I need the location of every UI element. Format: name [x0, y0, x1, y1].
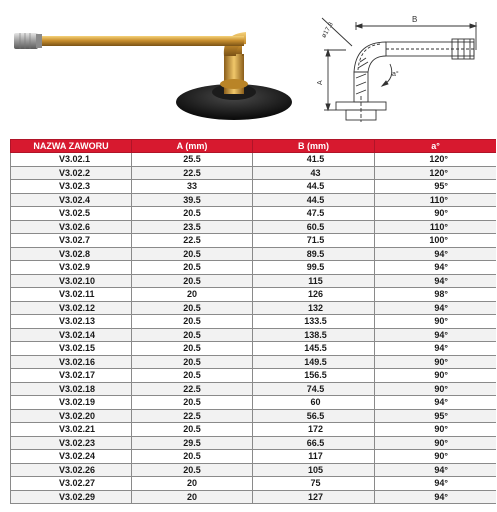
- table-row: [11, 342, 497, 356]
- cell-a-mm: 20.5: [132, 463, 253, 477]
- valve-spec-table: [10, 139, 496, 512]
- cell-b-mm: 75: [253, 477, 375, 491]
- cell-a-mm: 20.5: [132, 261, 253, 275]
- spec-table: [10, 139, 496, 504]
- cell-b-mm: 60.5: [253, 220, 375, 234]
- cell-a-mm: 22.5: [132, 382, 253, 396]
- cell-a-mm: 20.5: [132, 315, 253, 329]
- cell-valve-name: V3.02.8: [11, 247, 132, 261]
- cell-angle: 100°: [375, 234, 497, 248]
- table-header-row: [11, 140, 497, 153]
- table-row: [11, 207, 497, 221]
- table-row: [11, 166, 497, 180]
- cell-a-mm: 25.5: [132, 153, 253, 167]
- cell-angle: 94°: [375, 477, 497, 491]
- cell-a-mm: 39.5: [132, 193, 253, 207]
- table-row: [11, 247, 497, 261]
- cell-valve-name: V3.02.29: [11, 490, 132, 504]
- cell-angle: 94°: [375, 247, 497, 261]
- table-row: [11, 409, 497, 423]
- header-a-mm: A (mm): [132, 140, 253, 153]
- cell-valve-name: V3.02.16: [11, 355, 132, 369]
- cell-angle: 94°: [375, 328, 497, 342]
- table-row: [11, 261, 497, 275]
- header-angle: a°: [375, 140, 497, 153]
- table-body: [11, 153, 497, 504]
- cell-a-mm: 33: [132, 180, 253, 194]
- table-row: [11, 450, 497, 464]
- cell-angle: 94°: [375, 463, 497, 477]
- table-row: [11, 382, 497, 396]
- cell-valve-name: V3.02.15: [11, 342, 132, 356]
- cell-angle: 94°: [375, 261, 497, 275]
- cell-b-mm: 44.5: [253, 180, 375, 194]
- table-row: [11, 153, 497, 167]
- table-row: [11, 355, 497, 369]
- cell-a-mm: 22.5: [132, 409, 253, 423]
- cell-b-mm: 89.5: [253, 247, 375, 261]
- cell-angle: 94°: [375, 342, 497, 356]
- cell-a-mm: 20: [132, 477, 253, 491]
- cell-b-mm: 126: [253, 288, 375, 302]
- cell-b-mm: 47.5: [253, 207, 375, 221]
- cell-b-mm: 127: [253, 490, 375, 504]
- cell-b-mm: 133.5: [253, 315, 375, 329]
- cell-valve-name: V3.02.27: [11, 477, 132, 491]
- cell-angle: 90°: [375, 382, 497, 396]
- cell-a-mm: 20: [132, 288, 253, 302]
- cell-valve-name: V3.02.3: [11, 180, 132, 194]
- cell-b-mm: 105: [253, 463, 375, 477]
- dimension-a-label: A: [317, 80, 324, 85]
- cell-valve-name: V3.02.10: [11, 274, 132, 288]
- cell-a-mm: 20.5: [132, 274, 253, 288]
- cell-a-mm: 20.5: [132, 396, 253, 410]
- cell-valve-name: V3.02.17: [11, 369, 132, 383]
- dimension-diameter-label: ø17.3: [320, 21, 335, 40]
- cell-angle: 98°: [375, 288, 497, 302]
- cell-a-mm: 20.5: [132, 342, 253, 356]
- cell-b-mm: 66.5: [253, 436, 375, 450]
- cell-a-mm: 20.5: [132, 328, 253, 342]
- dimension-angle-label: a°: [392, 71, 399, 78]
- cell-valve-name: V3.02.18: [11, 382, 132, 396]
- cell-b-mm: 149.5: [253, 355, 375, 369]
- cell-valve-name: V3.02.9: [11, 261, 132, 275]
- cell-b-mm: 156.5: [253, 369, 375, 383]
- cell-b-mm: 172: [253, 423, 375, 437]
- cell-a-mm: 22.5: [132, 234, 253, 248]
- valve-technical-drawing: [316, 6, 492, 126]
- valve-photo: [6, 10, 306, 130]
- table-row: [11, 301, 497, 315]
- cell-a-mm: 20.5: [132, 450, 253, 464]
- cell-angle: 110°: [375, 193, 497, 207]
- cell-angle: 90°: [375, 369, 497, 383]
- table-row: [11, 328, 497, 342]
- cell-a-mm: 20.5: [132, 207, 253, 221]
- table-row: [11, 396, 497, 410]
- cell-a-mm: 23.5: [132, 220, 253, 234]
- cell-b-mm: 56.5: [253, 409, 375, 423]
- cell-valve-name: V3.02.21: [11, 423, 132, 437]
- cell-a-mm: 20.5: [132, 423, 253, 437]
- cell-a-mm: 29.5: [132, 436, 253, 450]
- table-row: [11, 180, 497, 194]
- table-row: [11, 274, 497, 288]
- cell-valve-name: V3.02.20: [11, 409, 132, 423]
- cell-b-mm: 74.5: [253, 382, 375, 396]
- table-row: [11, 490, 497, 504]
- header-b-mm: B (mm): [253, 140, 375, 153]
- cell-valve-name: V3.02.13: [11, 315, 132, 329]
- cell-b-mm: 99.5: [253, 261, 375, 275]
- cell-angle: 94°: [375, 490, 497, 504]
- cell-b-mm: 71.5: [253, 234, 375, 248]
- cell-angle: 95°: [375, 180, 497, 194]
- cell-angle: 95°: [375, 409, 497, 423]
- cell-valve-name: V3.02.14: [11, 328, 132, 342]
- cell-b-mm: 132: [253, 301, 375, 315]
- cell-angle: 94°: [375, 274, 497, 288]
- table-row: [11, 220, 497, 234]
- cell-valve-name: V3.02.2: [11, 166, 132, 180]
- cell-angle: 120°: [375, 153, 497, 167]
- cell-valve-name: V3.02.4: [11, 193, 132, 207]
- cell-valve-name: V3.02.7: [11, 234, 132, 248]
- cell-b-mm: 43: [253, 166, 375, 180]
- cell-valve-name: V3.02.19: [11, 396, 132, 410]
- cell-angle: 90°: [375, 315, 497, 329]
- cell-angle: 90°: [375, 207, 497, 221]
- cell-valve-name: V3.02.1: [11, 153, 132, 167]
- table-row: [11, 477, 497, 491]
- cell-valve-name: V3.02.5: [11, 207, 132, 221]
- cell-b-mm: 115: [253, 274, 375, 288]
- cell-a-mm: 20.5: [132, 301, 253, 315]
- cell-a-mm: 20.5: [132, 247, 253, 261]
- cell-valve-name: V3.02.24: [11, 450, 132, 464]
- cell-b-mm: 44.5: [253, 193, 375, 207]
- cell-angle: 110°: [375, 220, 497, 234]
- cell-angle: 120°: [375, 166, 497, 180]
- cell-valve-name: V3.02.23: [11, 436, 132, 450]
- table-row: [11, 436, 497, 450]
- header-valve-name: NAZWA ZAWORU: [11, 140, 132, 153]
- cell-valve-name: V3.02.26: [11, 463, 132, 477]
- cell-a-mm: 20: [132, 490, 253, 504]
- cell-angle: 90°: [375, 423, 497, 437]
- cell-b-mm: 138.5: [253, 328, 375, 342]
- product-header: [0, 0, 497, 137]
- cell-valve-name: V3.02.6: [11, 220, 132, 234]
- cell-angle: 90°: [375, 436, 497, 450]
- cell-angle: 94°: [375, 301, 497, 315]
- cell-valve-name: V3.02.11: [11, 288, 132, 302]
- table-row: [11, 369, 497, 383]
- cell-b-mm: 145.5: [253, 342, 375, 356]
- cell-b-mm: 60: [253, 396, 375, 410]
- cell-b-mm: 41.5: [253, 153, 375, 167]
- cell-valve-name: V3.02.12: [11, 301, 132, 315]
- table-row: [11, 423, 497, 437]
- cell-angle: 90°: [375, 450, 497, 464]
- cell-b-mm: 117: [253, 450, 375, 464]
- cell-a-mm: 20.5: [132, 355, 253, 369]
- table-row: [11, 234, 497, 248]
- dimension-b-label: B: [412, 15, 418, 24]
- cell-a-mm: 20.5: [132, 369, 253, 383]
- table-row: [11, 288, 497, 302]
- table-row: [11, 315, 497, 329]
- cell-angle: 94°: [375, 396, 497, 410]
- table-row: [11, 463, 497, 477]
- table-row: [11, 193, 497, 207]
- cell-a-mm: 22.5: [132, 166, 253, 180]
- cell-angle: 90°: [375, 355, 497, 369]
